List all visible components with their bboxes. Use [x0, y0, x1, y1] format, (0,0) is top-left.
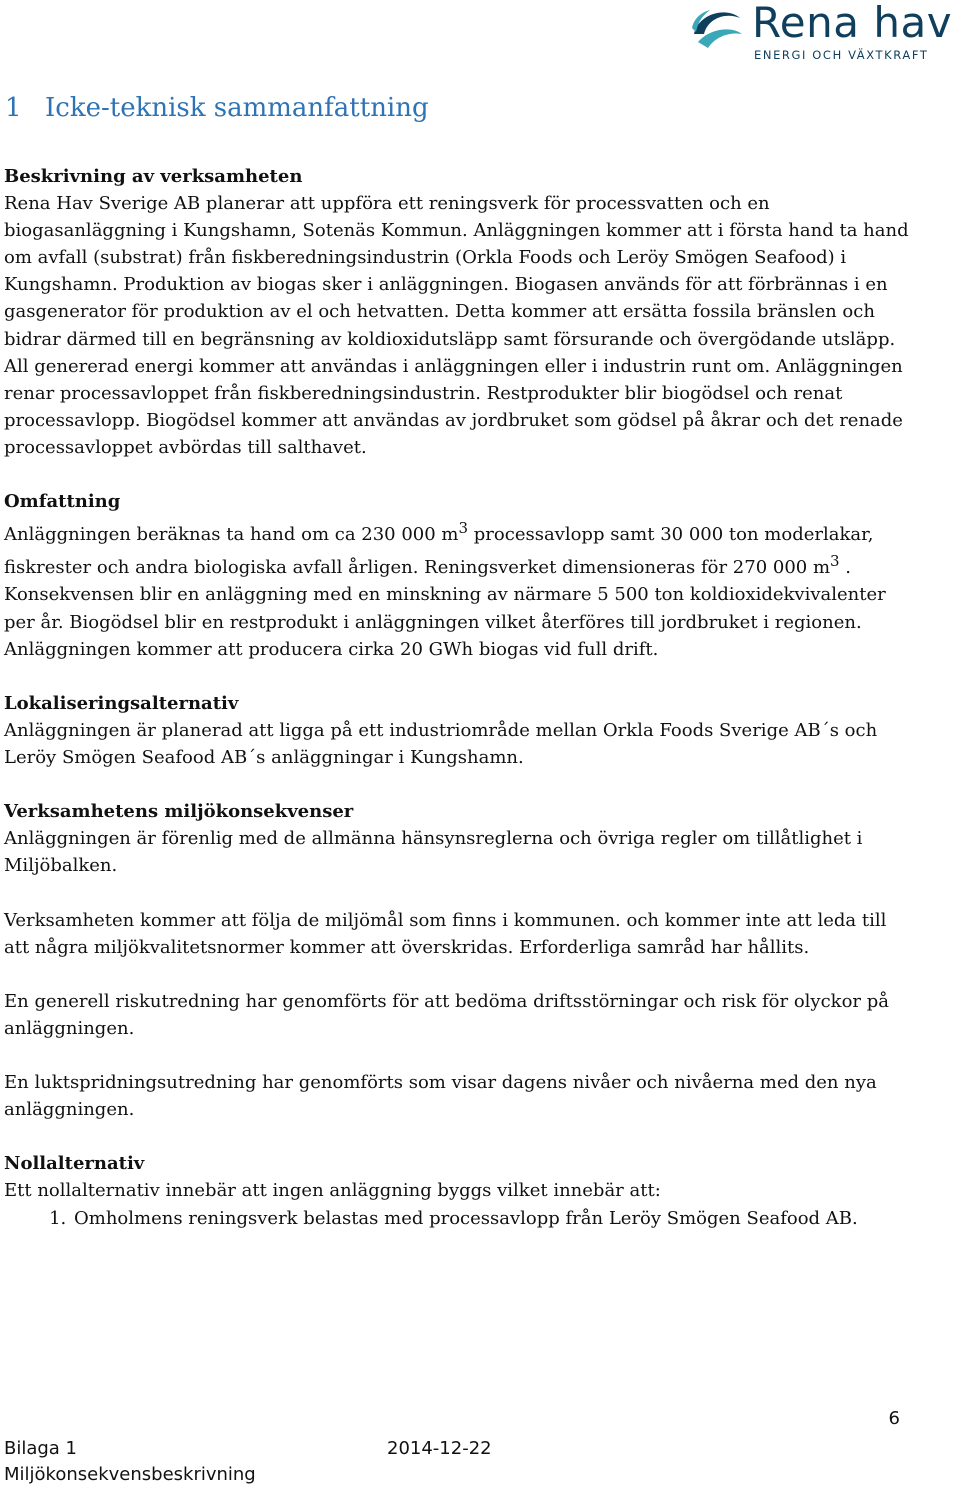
section-text-verksamhet: Rena Hav Sverige AB planerar att uppföra ett reningsverk för processvatten och en biogasanläggning i Kungshamn, Sotenäs Kommun. Anläggningen kommer att i första hand ta hand om avfall (substrat) från fiskberedningsindustrin (Orkla Foods och Leröy Smögen Seafood) i Kungshamn. Produktion av biogas sker i anläggningen. Biogasen används för att förbrännas i en gasgenerator för produktion av el och hetvatten. Detta kommer att ersätta fossila bränslen och bidrar därmed till en begränsning av koldioxidutsläpp samt försurande och övergödande utsläpp. All genererad energi kommer att användas i anläggningen eller i industrin runt om. Anläggningen renar processavloppet från fiskberedningsindustrin. Restprodukter blir biogödsel och renat processavlopp. Biogödsel kommer att användas av jordbruket som gödsel på åkrar och det renade processavloppet avbördas till salthavet. — [4, 193, 909, 458]
logo-tagline: ENERGI OCH VÄXTKRAFT — [754, 48, 929, 62]
document-body — [4, 163, 916, 1232]
footer-date: 2014-12-22 — [387, 1438, 492, 1459]
heading-number: 1 — [5, 93, 22, 123]
section-miljokonsekvenser — [4, 798, 916, 879]
paragraph: Verksamheten kommer att följa de miljömål som finns i kommunen. och kommer inte att leda till att några miljökvalitetsnormer kommer att överskridas. Erforderliga samråd har hållits. — [4, 909, 887, 958]
rena-hav-logo — [688, 2, 956, 66]
section-text-miljokonsekvenser: Anläggningen är förenlig med de allmänna hänsynsreglerna och övriga regler om tillåtlighet i Miljöbalken. — [4, 828, 863, 877]
page-number: 6 — [888, 1408, 900, 1429]
section-omfattning — [4, 488, 916, 663]
section-title-lokalisering: Lokaliseringsalternativ — [4, 692, 239, 714]
nollalternativ-list — [4, 1205, 916, 1232]
footer-doc-name: Miljökonsekvensbeskrivning — [4, 1464, 256, 1485]
wave-logo-icon — [688, 4, 746, 56]
omfattning-text-b: processavlopp samt 30 000 ton moderlakar, fiskrester och andra biologiska avfall årligen. Reningsverket dimensioneras för 270 000 m — [4, 524, 874, 579]
section-title-verksamhet: Beskrivning av verksamheten — [4, 166, 303, 187]
section-heading — [5, 93, 429, 123]
section-lokalisering — [4, 690, 916, 771]
superscript-3: 3 — [458, 519, 469, 538]
omfattning-text-c: . Konsekvensen blir en anläggning med en minskning av närmare 5 500 ton koldioxidekvivalenter per år. Biogödsel blir en restprodukt i anläggningen vilket återföres till jordbruket i regionen. Anläggningen kommer att producera cirka 20 GWh biogas vid full drift. — [4, 557, 886, 660]
list-item: 1. Omholmens reningsverk belastas med processavlopp från Leröy Smögen Seafood AB. — [72, 1205, 916, 1232]
omfattning-text-a: Anläggningen beräknas ta hand om ca 230 000 m — [4, 524, 459, 546]
section-title-miljokonsekvenser: Verksamhetens miljökonsekvenser — [4, 801, 354, 823]
section-title-nollalternativ: Nollalternativ — [4, 1153, 145, 1175]
section-text-lokalisering: Anläggningen är planerad att ligga på ett industriområde mellan Orkla Foods Sverige AB´s och Leröy Smögen Seafood AB´s anläggningar i Kungshamn. — [4, 719, 878, 768]
superscript-3: 3 — [830, 552, 840, 571]
paragraph: En generell riskutredning har genomförts för att bedöma driftsstörningar och risk för olyckor på anläggningen. — [4, 990, 889, 1039]
heading-title: Icke-teknisk sammanfattning — [45, 93, 429, 123]
paragraph: En luktspridningsutredning har genomförts som visar dagens nivåer och nivåerna med den nya anläggningen. — [4, 1072, 877, 1121]
section-title-omfattning: Omfattning — [4, 491, 121, 513]
section-nollalternativ — [4, 1150, 916, 1231]
section-text-nollalternativ: Ett nollalternativ innebär att ingen anläggning byggs vilket innebär att: — [4, 1180, 661, 1202]
logo-name: Rena hav — [752, 0, 953, 47]
footer-bilaga: Bilaga 1 — [4, 1438, 78, 1459]
footer-left — [4, 1436, 256, 1488]
section-verksamhet — [4, 163, 916, 461]
